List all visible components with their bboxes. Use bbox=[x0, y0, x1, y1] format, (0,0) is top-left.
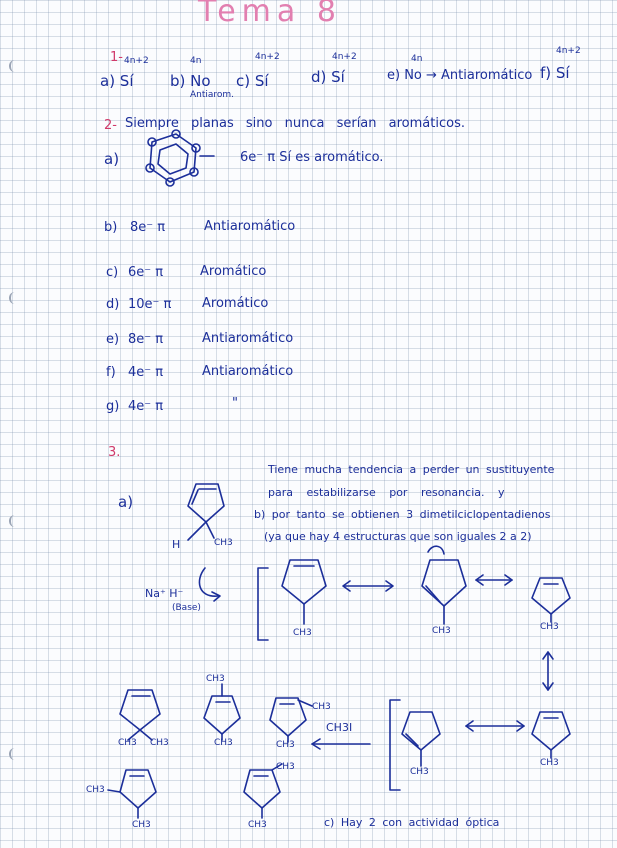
product-3 bbox=[270, 698, 312, 742]
q3-ch3-p5a: CH3 bbox=[86, 785, 105, 795]
q2-row-d-count: 10e⁻ π bbox=[128, 297, 172, 312]
q3-text-3: b) por tanto se obtienen 3 dimetilciclopentadienos bbox=[254, 508, 551, 521]
q2-row-b-verdict: Antiaromático bbox=[204, 219, 296, 234]
q3-ch3-anion: CH3 bbox=[410, 767, 429, 777]
q1-d: d) Sí bbox=[311, 68, 345, 86]
q2-row-d-label: d) bbox=[106, 297, 120, 312]
q3-ch3-p4b: CH3 bbox=[248, 820, 267, 830]
q1-a-sup: 4n+2 bbox=[124, 56, 149, 66]
q3-ch3-p4a: CH3 bbox=[276, 762, 295, 772]
q2-row-f-verdict: Antiaromático bbox=[202, 364, 294, 379]
q3-text-4: (ya que hay 4 estructuras que son iguales 2 a 2) bbox=[264, 530, 532, 543]
q2-row-g-verdict: " bbox=[232, 396, 238, 411]
q3-a-label: a) bbox=[118, 493, 134, 511]
q2-row-c-label: c) bbox=[106, 265, 119, 280]
q3-ch3-r1: CH3 bbox=[293, 628, 312, 638]
resonance-3 bbox=[532, 578, 570, 622]
q3-ch3-r2: CH3 bbox=[432, 626, 451, 636]
resonance-1 bbox=[282, 560, 326, 624]
q3-number: 3. bbox=[108, 445, 121, 460]
start-cyclopentadiene bbox=[188, 484, 224, 540]
q1-c: c) Sí bbox=[236, 72, 269, 90]
product-5 bbox=[108, 770, 156, 818]
q3-ch3-start: CH3 bbox=[214, 538, 233, 548]
q1-b: b) No bbox=[170, 72, 211, 90]
q2-row-e-verdict: Antiaromático bbox=[202, 331, 294, 346]
q2-row-g-label: g) bbox=[106, 399, 120, 414]
q2-row-e-label: e) bbox=[106, 332, 120, 347]
q3-ch3-p2b: CH3 bbox=[214, 738, 233, 748]
q3-ch3-p3a: CH3 bbox=[312, 702, 331, 712]
q1-b-note: Antiarom. bbox=[190, 90, 235, 100]
q2-header: Siempre planas sino nunca serían aromáticos. bbox=[125, 116, 465, 131]
q2-row-b-label: b) bbox=[104, 220, 118, 235]
q2-row-e-count: 8e⁻ π bbox=[128, 332, 164, 347]
product-4 bbox=[244, 764, 282, 818]
q3-h-label: H bbox=[172, 538, 181, 551]
q2-number: 2- bbox=[104, 118, 117, 133]
q2-row-b-count: 8e⁻ π bbox=[130, 220, 166, 235]
q2-a-text: 6e⁻ π Sí es aromático. bbox=[240, 150, 384, 165]
q3-reagent: Na⁺ H⁻ bbox=[145, 587, 184, 600]
q3-ch3-r3: CH3 bbox=[540, 622, 559, 632]
q1-e: e) No → Antiaromático bbox=[387, 68, 533, 83]
q3-ch3-r4: CH3 bbox=[540, 758, 559, 768]
q2-a-label: a) bbox=[104, 150, 120, 168]
anion bbox=[402, 712, 440, 766]
q1-f: f) Sí bbox=[540, 64, 570, 82]
q3-ch3-p1b: CH3 bbox=[150, 738, 169, 748]
q3-ch3-p5b: CH3 bbox=[132, 820, 151, 830]
q1-f-sup: 4n+2 bbox=[556, 46, 581, 56]
q1-d-sup: 4n+2 bbox=[332, 52, 357, 62]
q3-ch3-p2a: CH3 bbox=[206, 674, 225, 684]
resonance-2 bbox=[422, 546, 466, 624]
product-1 bbox=[120, 690, 160, 740]
q2-row-c-verdict: Aromático bbox=[200, 264, 267, 279]
q1-b-sup: 4n bbox=[190, 56, 202, 66]
page-title: Tema 8 bbox=[198, 0, 342, 29]
q1-c-sup: 4n+2 bbox=[255, 52, 280, 62]
resonance-4 bbox=[532, 712, 570, 758]
q3-text-1: Tiene mucha tendencia a perder un sustituyente bbox=[268, 463, 555, 476]
q3-ch3-p1a: CH3 bbox=[118, 738, 137, 748]
q1-e-sup: 4n bbox=[411, 54, 423, 64]
q2-row-c-count: 6e⁻ π bbox=[128, 265, 164, 280]
q1-number: 1- bbox=[110, 50, 123, 65]
q3-ch3i: CH3I bbox=[326, 721, 353, 734]
q2-row-d-verdict: Aromático bbox=[202, 296, 269, 311]
q3-c-text: c) Hay 2 con actividad óptica bbox=[324, 816, 500, 829]
q1-a: a) Sí bbox=[100, 72, 134, 90]
q2-row-f-label: f) bbox=[106, 365, 116, 380]
q2-row-f-count: 4e⁻ π bbox=[128, 365, 164, 380]
q3-base: (Base) bbox=[172, 603, 201, 613]
q2-row-g-count: 4e⁻ π bbox=[128, 399, 164, 414]
q3-ch3-p3b: CH3 bbox=[276, 740, 295, 750]
product-2 bbox=[204, 684, 240, 740]
q2a-ring-sketch bbox=[146, 130, 214, 186]
q3-text-2: para estabilizarse por resonancia. y bbox=[268, 486, 505, 499]
